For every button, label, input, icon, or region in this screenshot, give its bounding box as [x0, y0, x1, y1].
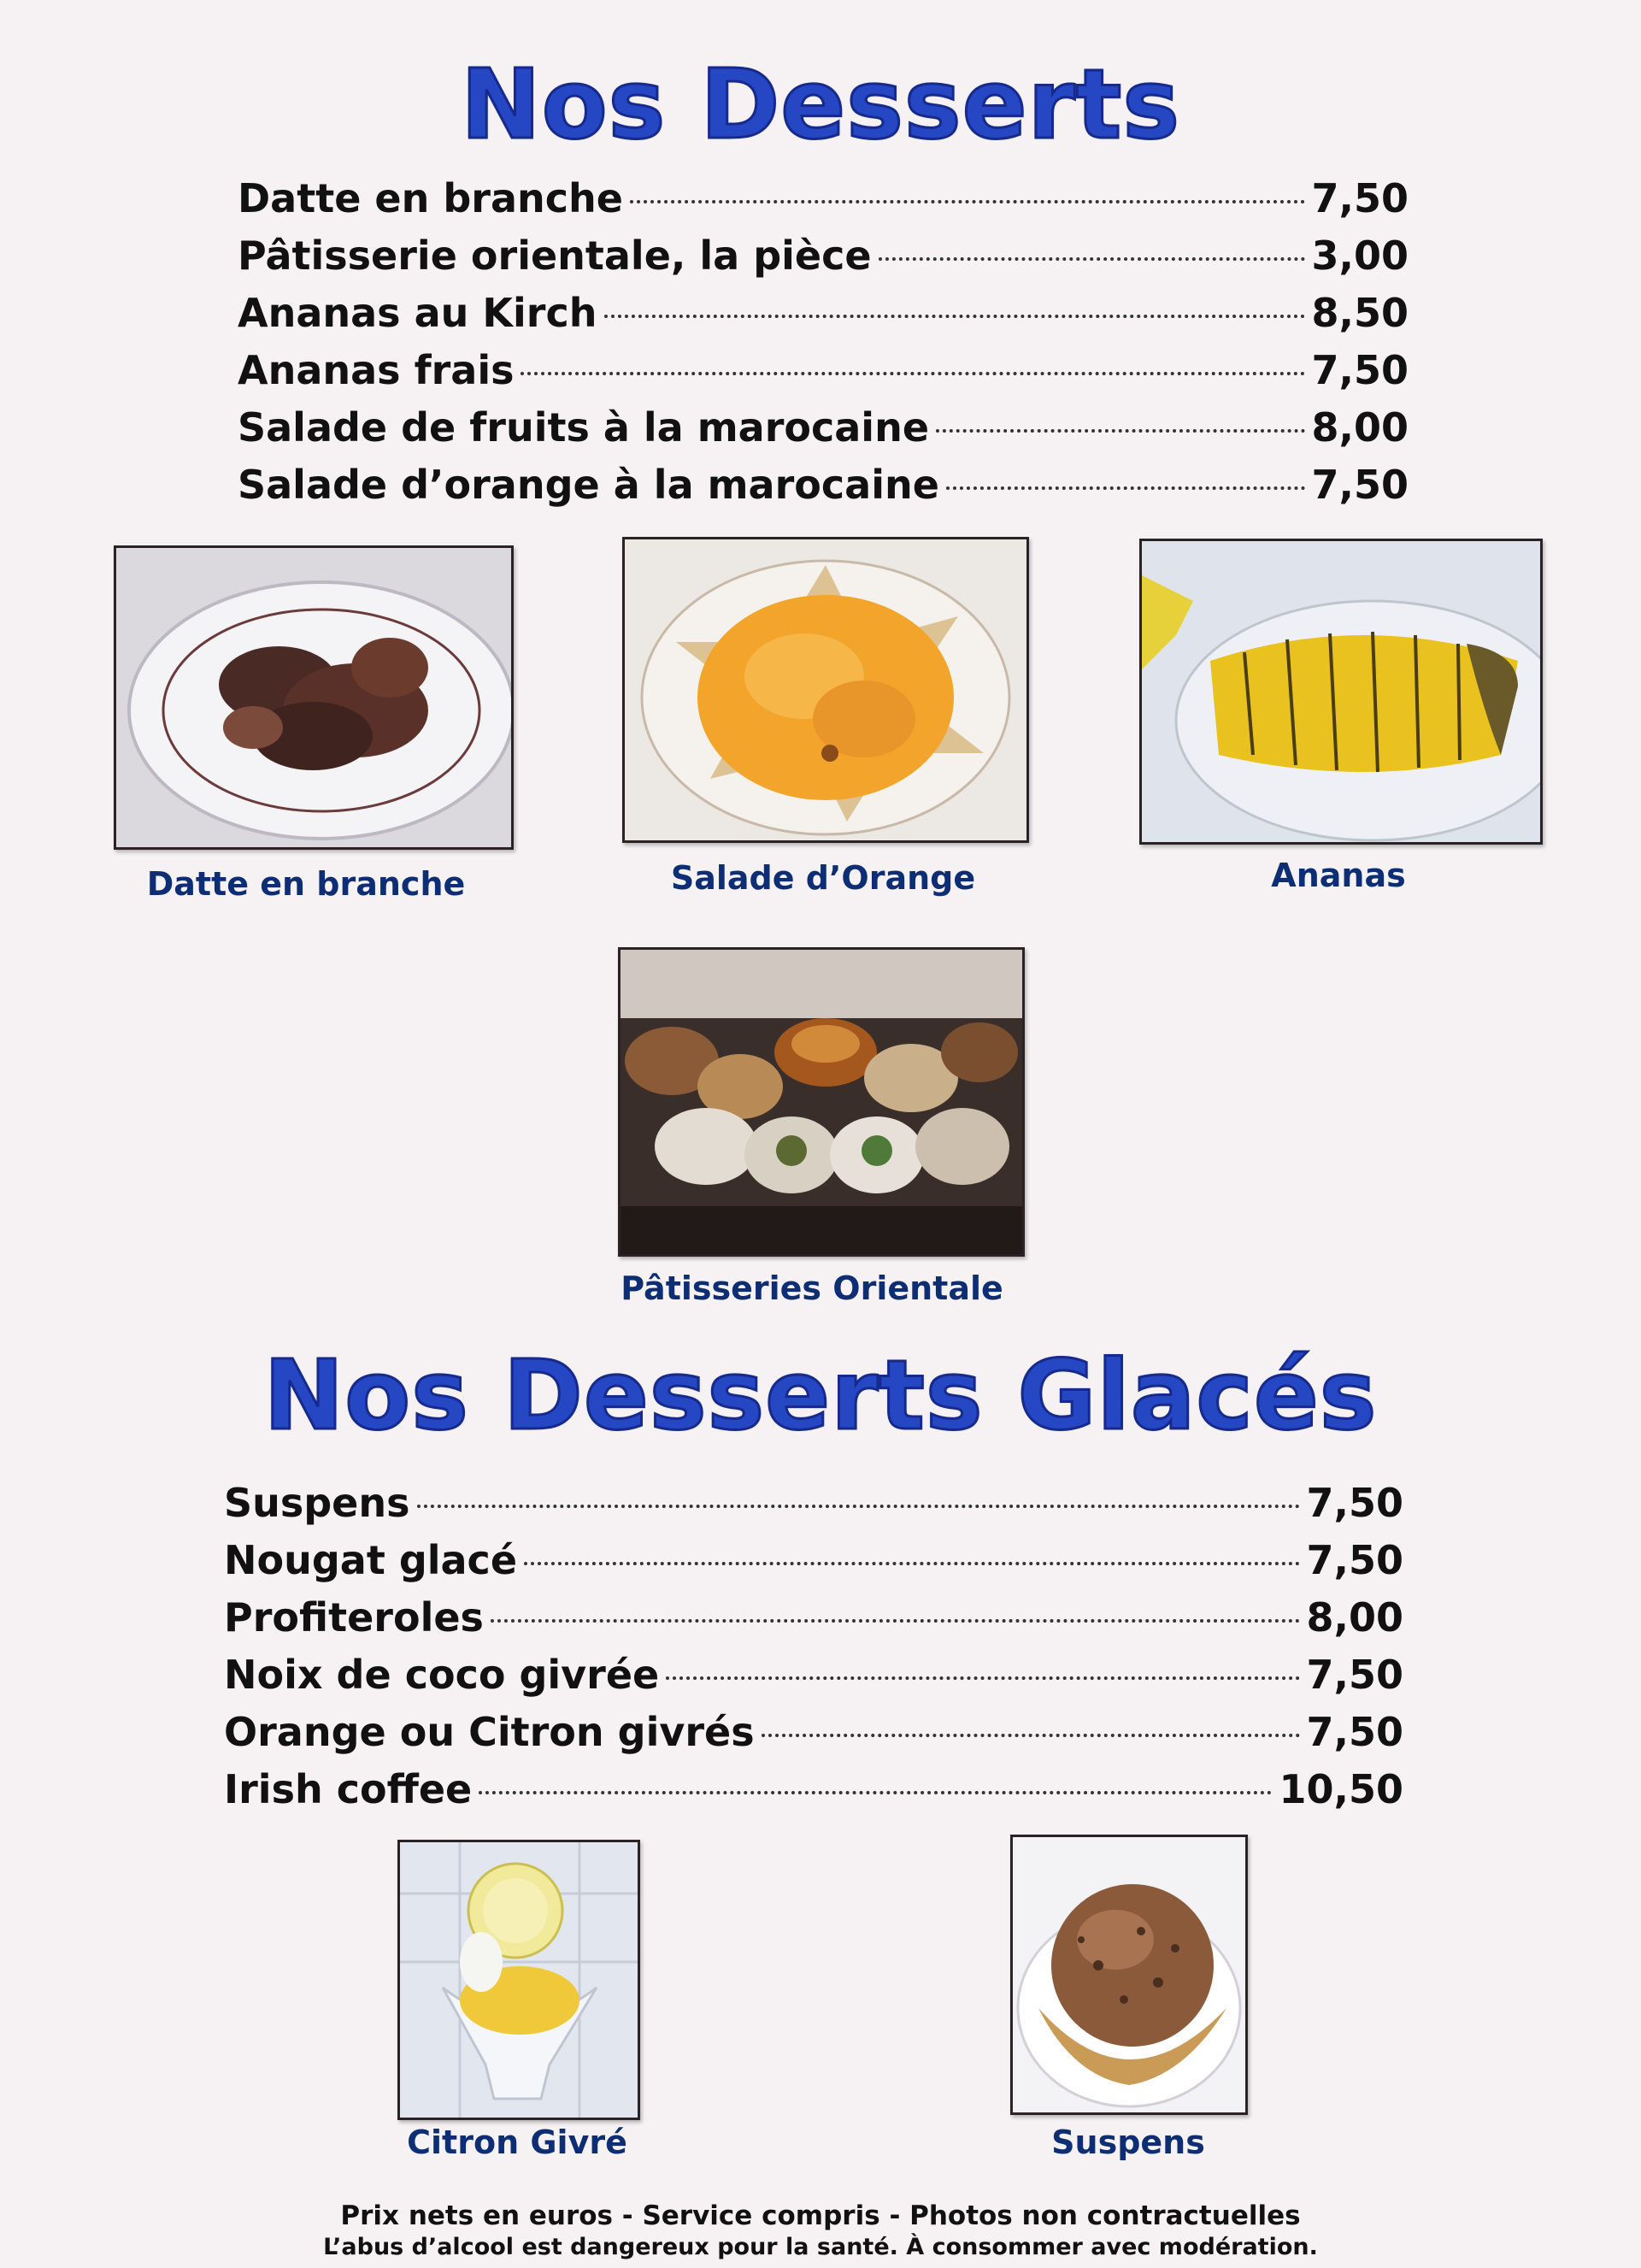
menu-item-name: Profiteroles — [224, 1594, 484, 1641]
menu-item — [224, 1475, 1403, 1532]
leader-dots — [762, 1734, 1300, 1737]
section-title-desserts-glaces: Nos Desserts Glacés — [263, 1340, 1378, 1452]
leader-dots — [879, 257, 1305, 261]
section-title-desserts: Nos Desserts — [461, 50, 1180, 161]
photo-caption: Suspens — [1051, 2124, 1205, 2161]
leader-dots — [491, 1619, 1300, 1623]
menu-item-name: Suspens — [224, 1480, 410, 1526]
menu-item-price: 8,50 — [1311, 290, 1409, 336]
menu-item — [238, 227, 1409, 285]
photo-caption: Datte en branche — [146, 865, 466, 903]
oriental-pastries-photo — [618, 947, 1025, 1257]
menu-item-price: 8,00 — [1306, 1594, 1403, 1641]
menu-item — [238, 399, 1409, 457]
menu-item — [224, 1761, 1403, 1818]
menu-item — [238, 457, 1409, 514]
iced-desserts-menu-list — [224, 1475, 1403, 1818]
leader-dots — [524, 1562, 1299, 1565]
leader-dots — [936, 429, 1304, 433]
menu-item-name: Salade d’orange à la marocaine — [238, 462, 939, 508]
menu-item-price: 7,50 — [1306, 1652, 1403, 1698]
photo-caption: Citron Givré — [407, 2124, 627, 2161]
photo-caption: Ananas — [1271, 857, 1406, 894]
menu-item-price: 10,50 — [1279, 1766, 1403, 1812]
dates-plate-photo — [114, 545, 514, 850]
menu-item-name: Ananas frais — [238, 347, 515, 393]
menu-item-price: 7,50 — [1306, 1709, 1403, 1755]
menu-item-price: 7,50 — [1311, 462, 1409, 508]
menu-item — [224, 1704, 1403, 1761]
leader-dots — [479, 1791, 1272, 1794]
leader-dots — [604, 315, 1305, 318]
menu-item — [224, 1647, 1403, 1704]
menu-item-name: Orange ou Citron givrés — [224, 1709, 755, 1755]
menu-item-name: Noix de coco givrée — [224, 1652, 660, 1698]
menu-item — [224, 1589, 1403, 1647]
menu-item-price: 8,00 — [1311, 404, 1409, 451]
orange-salad-photo — [622, 537, 1029, 843]
menu-item-price: 3,00 — [1311, 233, 1409, 279]
leader-dots — [521, 372, 1304, 375]
suspens-dessert-photo — [1010, 1835, 1248, 2115]
menu-item-name: Pâtisserie orientale, la pièce — [238, 233, 872, 279]
photo-caption: Salade d’Orange — [670, 859, 976, 897]
leader-dots — [666, 1676, 1299, 1680]
menu-item-name: Salade de fruits à la marocaine — [238, 404, 930, 451]
menu-item — [238, 285, 1409, 342]
pineapple-photo — [1139, 539, 1543, 845]
menu-item-name: Ananas au Kirch — [238, 290, 597, 336]
leader-dots — [417, 1505, 1300, 1508]
leader-dots — [946, 486, 1305, 490]
menu-item — [238, 342, 1409, 399]
menu-item-price: 7,50 — [1311, 175, 1409, 221]
menu-item-name: Nougat glacé — [224, 1537, 518, 1583]
menu-item-name: Irish coffee — [224, 1766, 473, 1812]
leader-dots — [630, 200, 1305, 203]
menu-item-price: 7,50 — [1306, 1480, 1403, 1526]
lemon-sorbet-photo — [397, 1840, 640, 2120]
footer-alcohol-warning: L’abus d’alcool est dangereux pour la santé. À consommer avec modération. — [323, 2234, 1318, 2260]
menu-item-price: 7,50 — [1306, 1537, 1403, 1583]
menu-item-price: 7,50 — [1311, 347, 1409, 393]
photo-caption: Pâtisseries Orientale — [621, 1269, 1003, 1307]
menu-item — [224, 1532, 1403, 1589]
footer-pricing-note: Prix nets en euros - Service compris - Photos non contractuelles — [340, 2200, 1301, 2231]
menu-item-name: Datte en branche — [238, 175, 623, 221]
desserts-menu-list — [238, 170, 1409, 514]
menu-item — [238, 170, 1409, 227]
